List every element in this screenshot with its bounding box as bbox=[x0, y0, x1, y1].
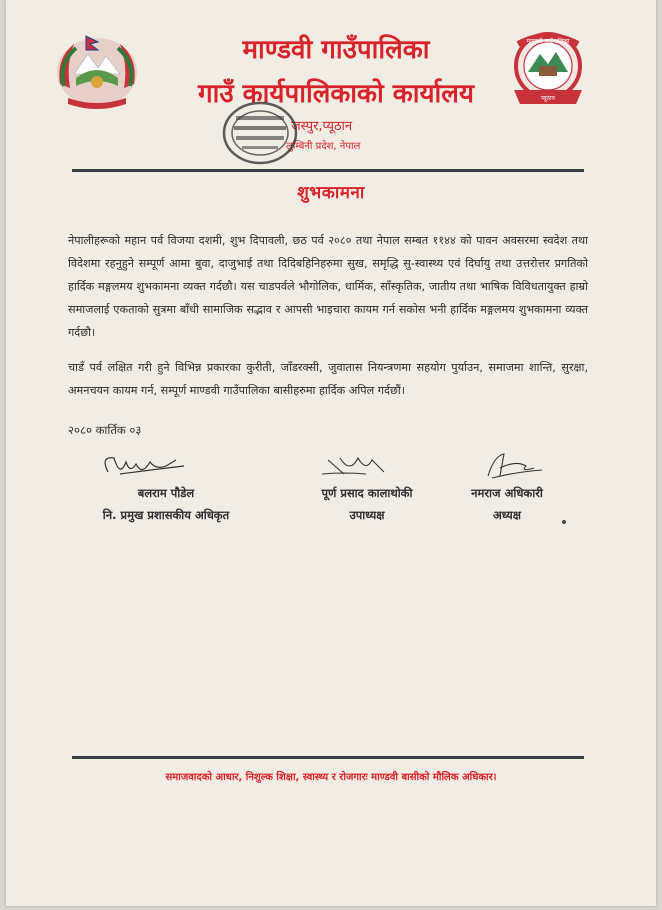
header-divider bbox=[72, 169, 584, 172]
signatory-name-2: पूर्ण प्रसाद कालाथोकी bbox=[321, 486, 413, 500]
footer-divider bbox=[72, 756, 584, 759]
signature-1-icon bbox=[90, 448, 260, 486]
municipality-name: माण्डवी गाउँपालिका bbox=[242, 35, 430, 65]
letter-page bbox=[6, 0, 656, 906]
municipality-logo-icon bbox=[506, 30, 590, 110]
address-line-2: लुम्बिनी प्रदेश, नेपाल bbox=[286, 141, 361, 152]
letter-date: २०८० कार्तिक ०३ bbox=[68, 423, 142, 437]
office-stamp-icon bbox=[220, 100, 300, 166]
signatory-name-3: नमराज अधिकारी bbox=[471, 486, 543, 500]
footer-slogan: समाजवादको आधार, निशुल्क शिक्षा, स्वास्थ्य र रोजगारः माण्डवी बासीको मौलिक अधिकार। bbox=[165, 772, 497, 783]
signatory-name-1: बलराम पौडेल bbox=[137, 486, 195, 500]
signatory-position-3: अध्यक्ष bbox=[492, 508, 522, 522]
greeting-paragraph: नेपालीहरूको महान पर्व विजया दशमी, शुभ दिपावली, छठ पर्व २०८० तथा नेपाल सम्बत ११४४ को पावन अवसरमा स्वदेश तथा विदेशमा रहनुहुने सम्पूर्ण आमा बुवा, दाजुभाई तथा दिदिबहिनिहरुमा सुख, समृद्धि सु-स्वास्थ्य एवं दिर्घायु तथा उत्तरोत्तर प्रगतिको हार्दिक मङ्गलमय शुभकामना व्यक्त गर्दछौ। यस चाडपर्वले भौगोलिक, धार्मिक, साँस्कृतिक, जातीय तथा भाषिक विविधतायुक्त हाम्रो समाजलाई एकताको सुत्रमा बाँधी सामाजिक सद्भाव र आपसी भाइचारा कायम गर्न सकोस भनी हार्दिक मङ्गलमय शुभकामना व्यक्त गर्दछौ। bbox=[68, 234, 588, 339]
signatory-position-2: उपाध्यक्ष bbox=[349, 508, 385, 522]
address-line-1: जस्पुर,प्यूठान bbox=[291, 119, 353, 134]
signatory-position-1: नि. प्रमुख प्रशासकीय अधिकृत bbox=[102, 508, 230, 522]
signature-3-icon bbox=[476, 446, 646, 484]
signature-2-icon bbox=[314, 446, 484, 484]
office-name: गाउँ कार्यपालिकाको कार्यालय bbox=[198, 79, 474, 109]
appeal-paragraph: चाडँ पर्व लक्षित गरी हुने विभिन्न प्रकारका कुरीती, जाँडरक्सी, जुवातास नियन्त्रणमा सहयोग पुर्याउन, समाजमा शान्ति, सुरक्षा, अमनचयन कायम गर्न, सम्पूर्ण माण्डवी गाउँपालिका बासीहरुमा हार्दिक अपिल गर्दछौं। bbox=[68, 361, 588, 397]
logo-sub-text: प्यूठान bbox=[541, 95, 555, 102]
letter-heading: शुभकामना bbox=[297, 183, 365, 203]
nepal-emblem-icon bbox=[46, 28, 148, 112]
logo-title-text: माण्डवी गाउँपालिका bbox=[526, 38, 570, 45]
ink-dot bbox=[562, 520, 566, 524]
